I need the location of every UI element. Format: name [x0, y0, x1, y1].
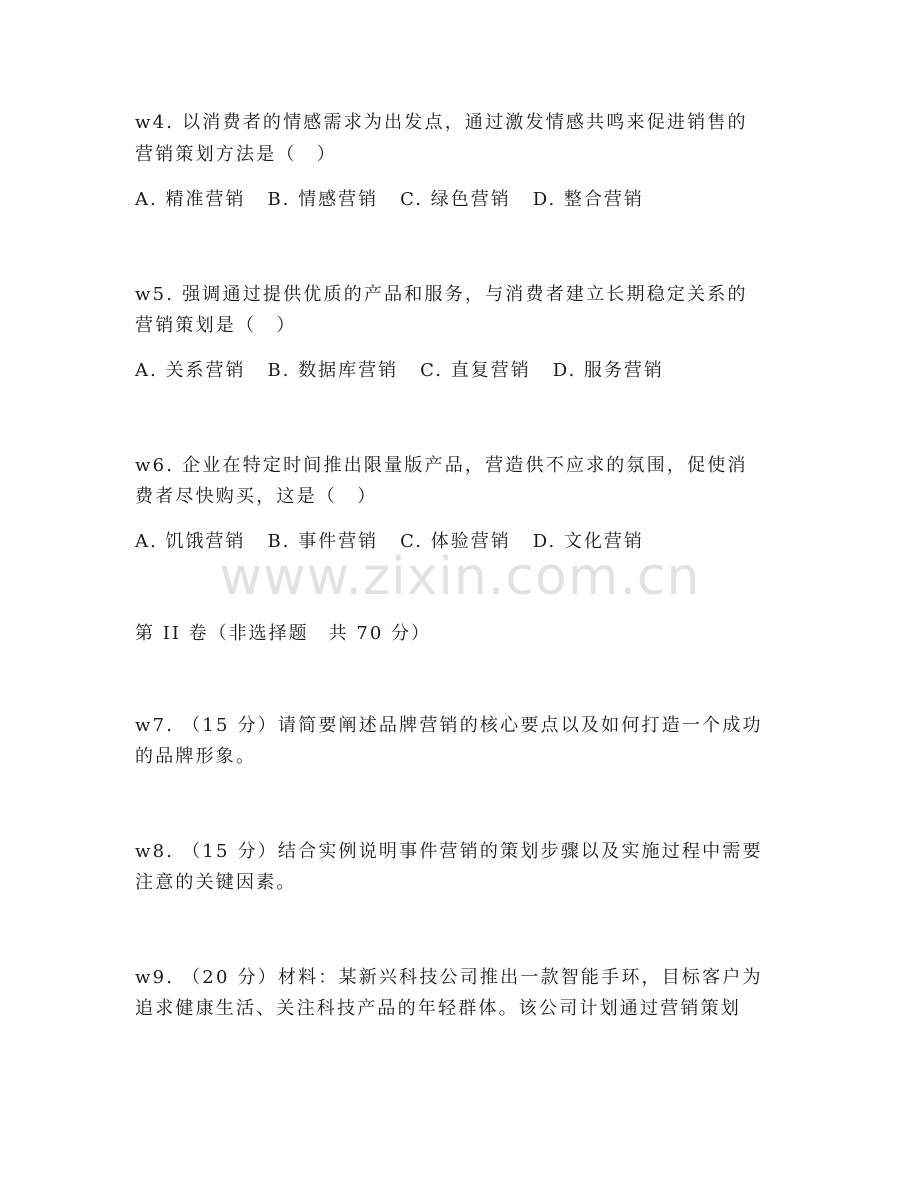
question-w6-line1: w6. 企业在特定时间推出限量版产品，营造供不应求的氛围，促使消 — [135, 455, 748, 476]
option-d: D. 服务营销 — [552, 360, 664, 381]
option-d: D. 整合营销 — [532, 189, 644, 210]
option-c: C. 直复营销 — [420, 360, 531, 381]
question-w4-options — [135, 188, 666, 212]
section-title: 第 II 卷（非选择题 共 70 分） — [135, 623, 432, 644]
question-w5-options — [135, 359, 686, 383]
option-d: D. 文化营销 — [532, 531, 644, 552]
question-w5-line1: w5. 强调通过提供优质的产品和服务，与消费者建立长期稳定关系的 — [135, 284, 748, 305]
essay-w9-line1: w9. （20 分）材料：某新兴科技公司推出一款智能手环，目标客户为 — [135, 967, 763, 988]
essay-w9-line2: 追求健康生活、关注科技产品的年轻群体。该公司计划通过营销策划 — [135, 998, 741, 1019]
question-w4-line1: w4. 以消费者的情感需求为出发点，通过激发情感共鸣来促进销售的 — [135, 112, 748, 133]
watermark: www.zixin.com.cn — [219, 547, 701, 607]
option-c: C. 绿色营销 — [400, 189, 511, 210]
question-w6-line2: 费者尽快购买，这是（ ） — [135, 486, 378, 507]
question-w4-line2: 营销策划方法是（ ） — [135, 144, 337, 165]
essay-w7-line1: w7. （15 分）请简要阐述品牌营销的核心要点以及如何打造一个成功 — [135, 715, 763, 736]
option-b: B. 事件营销 — [267, 531, 379, 552]
option-b: B. 情感营销 — [267, 189, 379, 210]
option-a: A. 关系营销 — [135, 360, 246, 381]
essay-w8-line1: w8. （15 分）结合实例说明事件营销的策划步骤以及实施过程中需要 — [135, 841, 763, 862]
essay-w7-line2: 的品牌形象。 — [135, 746, 257, 767]
question-w5-line2: 营销策划是（ ） — [135, 315, 297, 336]
option-a: A. 精准营销 — [135, 189, 246, 210]
option-b: B. 数据库营销 — [267, 360, 399, 381]
option-c: C. 体验营销 — [400, 531, 511, 552]
essay-w8-line2: 注意的关键因素。 — [135, 872, 297, 893]
option-a: A. 饥饿营销 — [135, 531, 246, 552]
